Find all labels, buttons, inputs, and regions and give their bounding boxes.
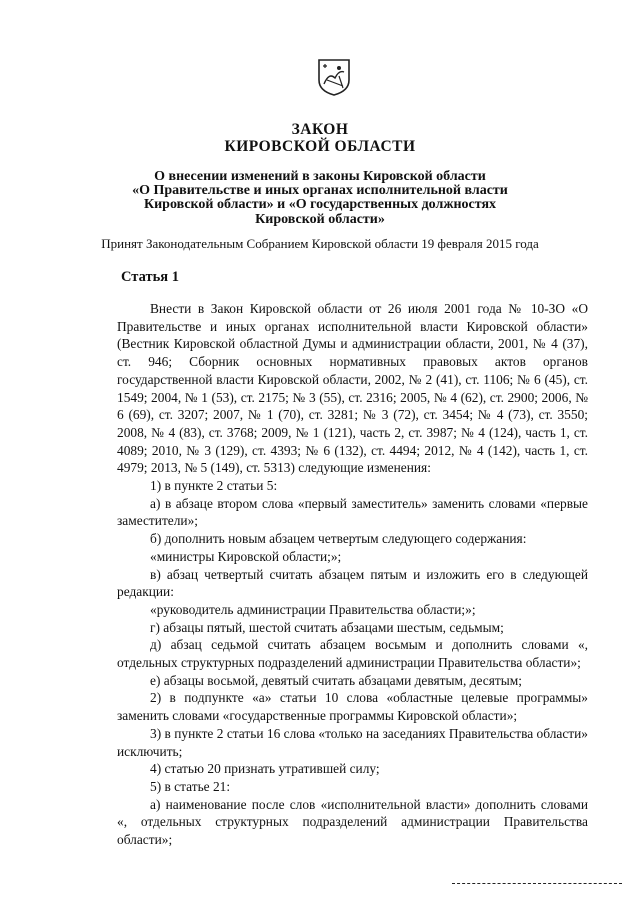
law-subtitle bbox=[0, 170, 640, 227]
law-region: КИРОВСКОЙ ОБЛАСТИ bbox=[224, 138, 416, 155]
paragraph: 3) в пункте 2 статьи 16 слова «только на заседаниях Правительства области» исключить; bbox=[117, 725, 588, 759]
footer-dashed-line bbox=[452, 883, 622, 884]
subtitle-line: О внесении изменений в законы Кировской области bbox=[154, 169, 486, 184]
subtitle-line: Кировской области» и «О государственных должностях bbox=[143, 197, 497, 213]
coat-of-arms-emblem bbox=[317, 58, 351, 96]
paragraph: «министры Кировской области;»; bbox=[150, 548, 342, 564]
paragraph: е) абзацы восьмой, девятый считать абзацами девятым, десятым; bbox=[150, 672, 522, 688]
subtitle-line: «О Правительстве и иных органах исполнительной власти bbox=[132, 183, 508, 199]
subtitle-line: Кировской области» bbox=[255, 211, 385, 227]
paragraph: а) в абзаце втором слова «первый заместитель» заменить словами «первые заместители»; bbox=[117, 495, 588, 529]
paragraph: 1) в пункте 2 статьи 5: bbox=[150, 478, 278, 494]
article-body bbox=[117, 300, 588, 849]
paragraph: в) абзац четвертый считать абзацем пятым и изложить его в следующей редакции: bbox=[117, 566, 588, 600]
paragraph: «руководитель администрации Правительства области;»; bbox=[150, 601, 476, 617]
paragraph: д) абзац седьмой считать абзацем восьмым и дополнить словами «, отдельных структурных подразделений администрации Правительства области»; bbox=[117, 637, 588, 671]
adoption-note: Принят Законодательным Собранием Кировской области 19 февраля 2015 года bbox=[101, 236, 539, 251]
paragraph: 2) в подпункте «а» статьи 10 слова «областные целевые программы» заменить словами «государственные программы Кировской области»; bbox=[117, 690, 588, 724]
paragraph: 4) статью 20 признать утратившей силу; bbox=[150, 761, 380, 777]
article-heading: Статья 1 bbox=[121, 269, 179, 285]
law-title: ЗАКОН bbox=[291, 121, 349, 138]
paragraph: Внести в Закон Кировской области от 26 июля 2001 года № 10-ЗО «О Правительстве и иных органах исполнительной власти Кировской области» (Вестник Кировской областной Думы и администрации области, 2001, № 4 (37), ст. 946; Сборник основных нормативных правовых актов органов государственной власти Кировской области, 2002, № 2 (41), ст. 1106; № 6 (45), ст. 1549; 2004, № 1 (53), ст. 2175; № 3 (55), ст. 2316; 2005, № 4 (62), ст. 2900; 2006, № 6 (69), ст. 3207; 2007, № 1 (70), ст. 3281; № 3 (72), ст. 3454; № 4 (73), ст. 3550; 2008, № 4 (83), ст. 3768; 2009, № 1 (121), часть 2, ст. 3987; № 4 (124), часть 1, ст. 4089; 2010, № 3 (129), ст. 4393; № 6 (132), ст. 4494; 2012, № 4 (142), часть 1, ст. 4979; 2013, № 5 (149), ст. 5313) следующие изменения: bbox=[117, 301, 588, 476]
paragraph: 5) в статье 21: bbox=[150, 778, 231, 794]
paragraph: б) дополнить новым абзацем четвертым следующего содержания: bbox=[150, 531, 527, 547]
paragraph: г) абзацы пятый, шестой считать абзацами шестым, седьмым; bbox=[150, 619, 504, 635]
paragraph: а) наименование после слов «исполнительной власти» дополнить словами «, отдельных структурных подразделений администрации Правительства области»; bbox=[117, 796, 588, 848]
